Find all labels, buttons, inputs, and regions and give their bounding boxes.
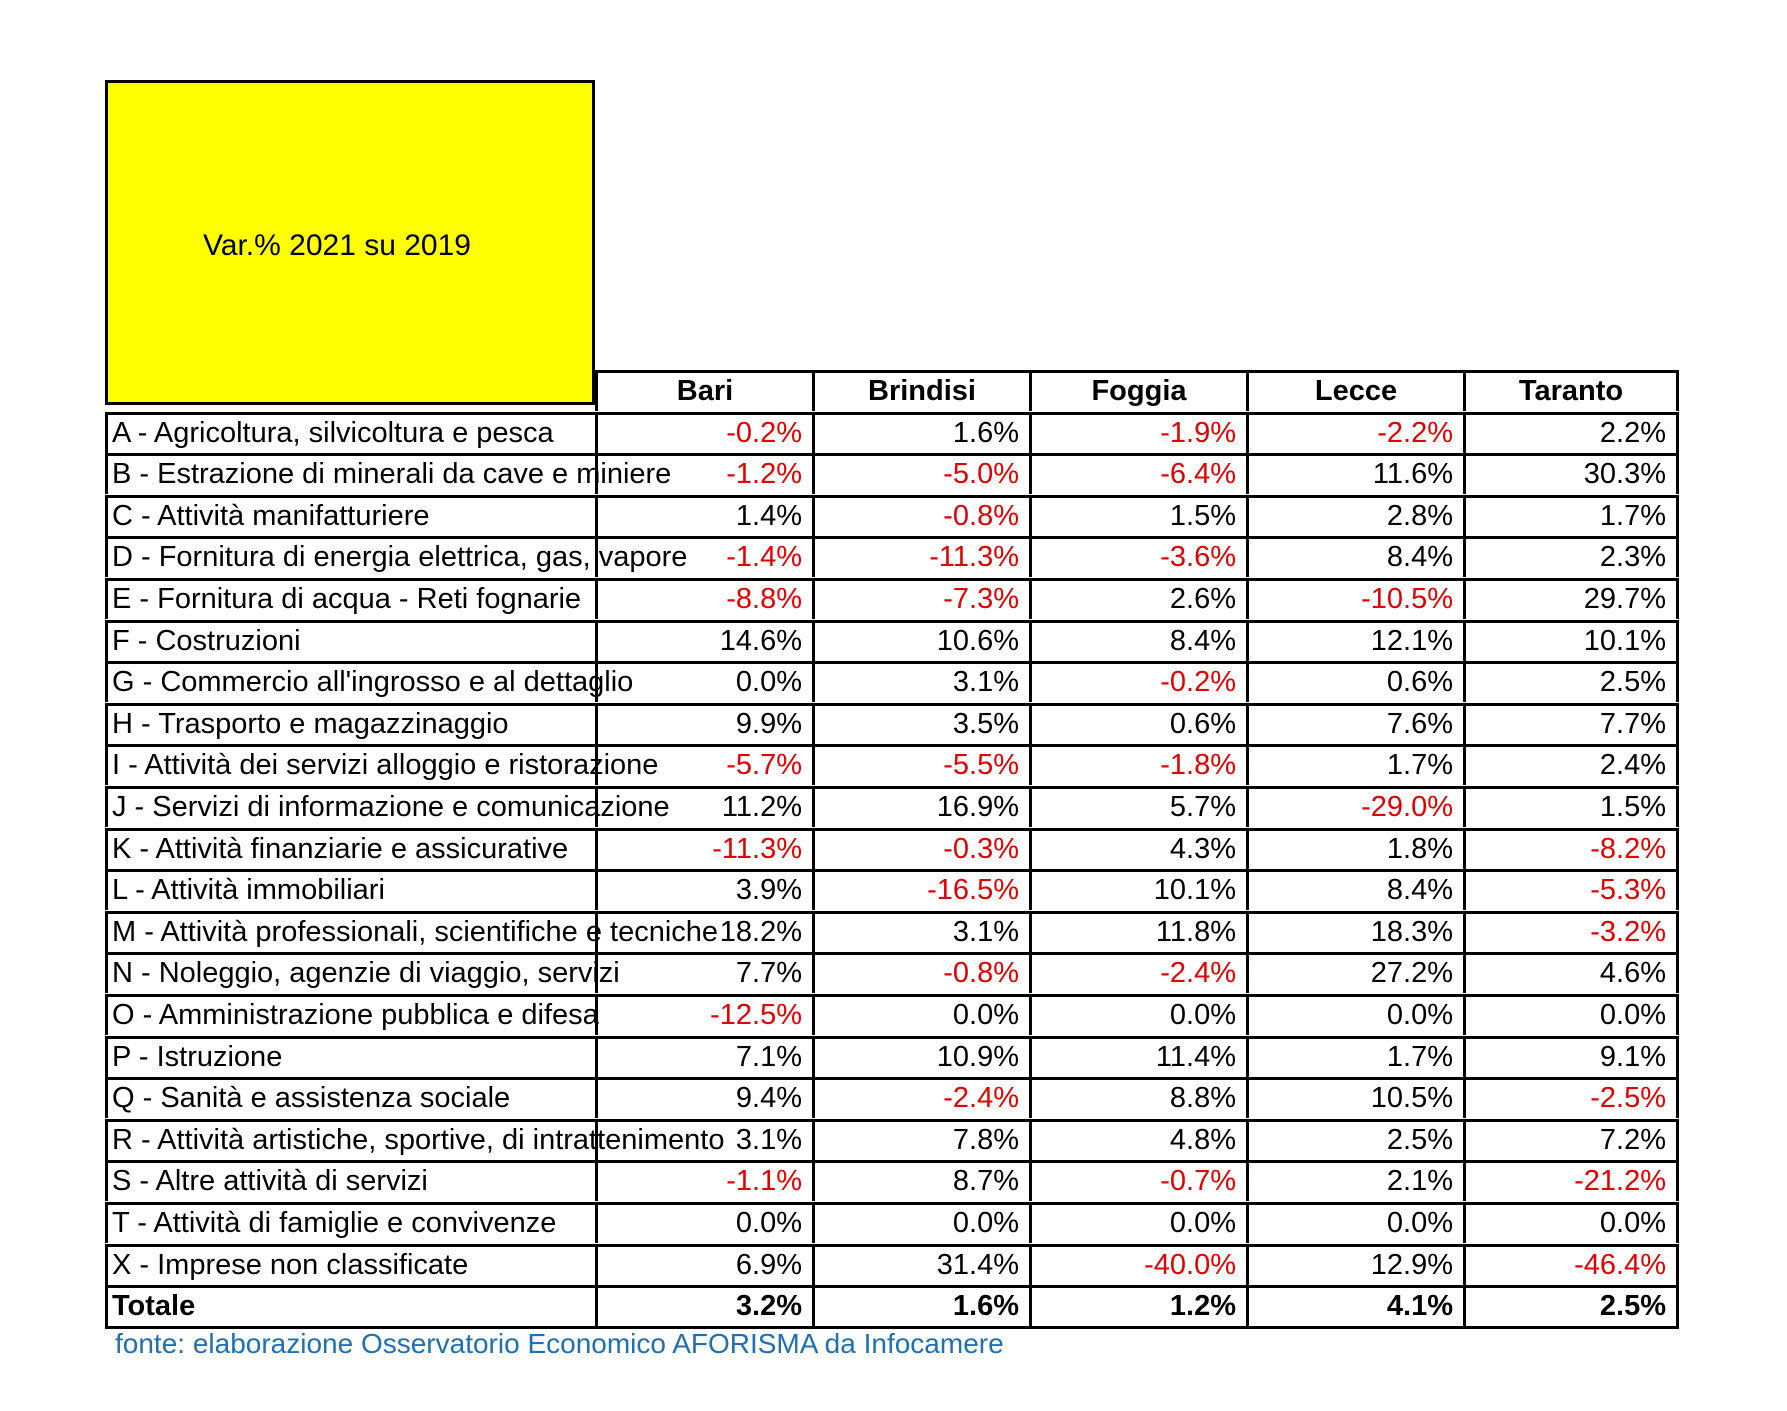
value-cell-bari: 7.1% (595, 1036, 812, 1077)
value-cell-brindisi: 10.6% (812, 620, 1029, 661)
value-cell-lecce: 1.8% (1246, 828, 1463, 869)
value-cell-taranto: 2.4% (1463, 744, 1679, 785)
value-cell-foggia: -3.6% (1029, 536, 1246, 577)
value-cell-brindisi: 0.0% (812, 994, 1029, 1035)
value-cell-foggia: 0.0% (1029, 994, 1246, 1035)
value-cell-foggia: 2.6% (1029, 578, 1246, 619)
value-cell-bari: 1.4% (595, 495, 812, 536)
value-cell-foggia: 5.7% (1029, 786, 1246, 827)
table-row (105, 703, 1675, 744)
row-label: B - Estrazione di minerali da cave e miniere (105, 453, 595, 494)
value-cell-taranto: 1.7% (1463, 495, 1679, 536)
value-cell-lecce: -10.5% (1246, 578, 1463, 619)
value-cell-lecce: 0.6% (1246, 661, 1463, 702)
value-cell-bari: -11.3% (595, 828, 812, 869)
value-cell-foggia: 1.5% (1029, 495, 1246, 536)
table-row (105, 495, 1675, 536)
value-cell-lecce: 18.3% (1246, 911, 1463, 952)
value-cell-bari: -1.2% (595, 453, 812, 494)
value-cell-brindisi: -7.3% (812, 578, 1029, 619)
row-label: D - Fornitura di energia elettrica, gas, vapore (105, 536, 595, 577)
table-row (105, 994, 1675, 1035)
value-cell-taranto: 2.3% (1463, 536, 1679, 577)
value-cell-bari: -8.8% (595, 578, 812, 619)
header-row (105, 370, 1675, 411)
row-label: H - Trasporto e magazzinaggio (105, 703, 595, 744)
row-label: E - Fornitura di acqua - Reti fognarie (105, 578, 595, 619)
value-cell-taranto: 7.2% (1463, 1119, 1679, 1160)
value-cell-lecce: 2.1% (1246, 1160, 1463, 1201)
value-cell-brindisi: -2.4% (812, 1077, 1029, 1118)
value-cell-lecce: -29.0% (1246, 786, 1463, 827)
table-row (105, 661, 1675, 702)
row-label: Q - Sanità e assistenza sociale (105, 1077, 595, 1118)
row-label: A - Agricoltura, silvicoltura e pesca (105, 412, 595, 453)
table-row (105, 952, 1675, 993)
table-row (105, 786, 1675, 827)
table-row (105, 1036, 1675, 1077)
row-label: Totale (105, 1285, 595, 1326)
value-cell-brindisi: 1.6% (812, 1285, 1029, 1326)
table-row (105, 911, 1675, 952)
row-label: I - Attività dei servizi alloggio e ristorazione (105, 744, 595, 785)
table-row (105, 536, 1675, 577)
row-label: L - Attività immobiliari (105, 869, 595, 910)
value-cell-bari: -1.4% (595, 536, 812, 577)
value-cell-taranto: 0.0% (1463, 994, 1679, 1035)
column-header-bari: Bari (595, 370, 812, 411)
value-cell-lecce: 27.2% (1246, 952, 1463, 993)
value-cell-taranto: 2.2% (1463, 412, 1679, 453)
table-row (105, 412, 1675, 453)
value-cell-foggia: 0.6% (1029, 703, 1246, 744)
value-cell-lecce: 0.0% (1246, 1202, 1463, 1243)
value-cell-brindisi: 3.5% (812, 703, 1029, 744)
value-cell-taranto: 2.5% (1463, 1285, 1679, 1326)
value-cell-brindisi: 3.1% (812, 661, 1029, 702)
value-cell-foggia: 4.8% (1029, 1119, 1246, 1160)
value-cell-taranto: 2.5% (1463, 661, 1679, 702)
table-row (105, 578, 1675, 619)
value-cell-foggia: -0.7% (1029, 1160, 1246, 1201)
row-label: G - Commercio all'ingrosso e al dettaglio (105, 661, 595, 702)
value-cell-lecce: 0.0% (1246, 994, 1463, 1035)
value-cell-lecce: 8.4% (1246, 536, 1463, 577)
value-cell-bari: 0.0% (595, 661, 812, 702)
row-label: N - Noleggio, agenzie di viaggio, servizi (105, 952, 595, 993)
value-cell-taranto: 30.3% (1463, 453, 1679, 494)
value-cell-brindisi: 31.4% (812, 1244, 1029, 1285)
value-cell-taranto: 9.1% (1463, 1036, 1679, 1077)
row-label: F - Costruzioni (105, 620, 595, 661)
table-row (105, 744, 1675, 785)
value-cell-foggia: -0.2% (1029, 661, 1246, 702)
value-cell-brindisi: 0.0% (812, 1202, 1029, 1243)
row-label: P - Istruzione (105, 1036, 595, 1077)
value-cell-foggia: 11.4% (1029, 1036, 1246, 1077)
table-row (105, 869, 1675, 910)
value-cell-foggia: 4.3% (1029, 828, 1246, 869)
value-cell-lecce: 12.1% (1246, 620, 1463, 661)
title-box (105, 80, 595, 405)
column-header-foggia: Foggia (1029, 370, 1246, 411)
row-label: T - Attività di famiglie e convivenze (105, 1202, 595, 1243)
value-cell-foggia: -1.8% (1029, 744, 1246, 785)
value-cell-foggia: -1.9% (1029, 412, 1246, 453)
value-cell-brindisi: 1.6% (812, 412, 1029, 453)
value-cell-bari: -5.7% (595, 744, 812, 785)
value-cell-foggia: 10.1% (1029, 869, 1246, 910)
value-cell-bari: 9.9% (595, 703, 812, 744)
value-cell-foggia: -6.4% (1029, 453, 1246, 494)
table-title: Var.% 2021 su 2019 (203, 229, 471, 262)
value-cell-brindisi: -0.3% (812, 828, 1029, 869)
value-cell-bari: 18.2% (595, 911, 812, 952)
total-row (105, 1285, 1675, 1326)
value-cell-taranto: -5.3% (1463, 869, 1679, 910)
value-cell-foggia: 0.0% (1029, 1202, 1246, 1243)
value-cell-bari: 6.9% (595, 1244, 812, 1285)
table-row (105, 453, 1675, 494)
column-header-brindisi: Brindisi (812, 370, 1029, 411)
value-cell-bari: 3.2% (595, 1285, 812, 1326)
table-row (105, 1160, 1675, 1201)
value-cell-lecce: 12.9% (1246, 1244, 1463, 1285)
value-cell-taranto: 10.1% (1463, 620, 1679, 661)
row-label: O - Amministrazione pubblica e difesa (105, 994, 595, 1035)
row-label: X - Imprese non classificate (105, 1244, 595, 1285)
value-cell-lecce: 8.4% (1246, 869, 1463, 910)
value-cell-bari: 7.7% (595, 952, 812, 993)
value-cell-foggia: 8.8% (1029, 1077, 1246, 1118)
value-cell-brindisi: -0.8% (812, 495, 1029, 536)
value-cell-foggia: -40.0% (1029, 1244, 1246, 1285)
value-cell-taranto: -21.2% (1463, 1160, 1679, 1201)
value-cell-taranto: -3.2% (1463, 911, 1679, 952)
value-cell-foggia: 11.8% (1029, 911, 1246, 952)
row-label: R - Attività artistiche, sportive, di intrattenimento (105, 1119, 595, 1160)
table-row (105, 1119, 1675, 1160)
value-cell-taranto: 7.7% (1463, 703, 1679, 744)
value-cell-brindisi: 7.8% (812, 1119, 1029, 1160)
value-cell-bari: -1.1% (595, 1160, 812, 1201)
value-cell-bari: -0.2% (595, 412, 812, 453)
table-row (105, 1244, 1675, 1285)
value-cell-brindisi: -11.3% (812, 536, 1029, 577)
value-cell-lecce: 4.1% (1246, 1285, 1463, 1326)
value-cell-lecce: 7.6% (1246, 703, 1463, 744)
value-cell-taranto: 29.7% (1463, 578, 1679, 619)
value-cell-lecce: 11.6% (1246, 453, 1463, 494)
value-cell-bari: 3.1% (595, 1119, 812, 1160)
table-row (105, 1077, 1675, 1118)
value-cell-brindisi: -0.8% (812, 952, 1029, 993)
value-cell-taranto: -46.4% (1463, 1244, 1679, 1285)
value-cell-brindisi: 3.1% (812, 911, 1029, 952)
value-cell-bari: 11.2% (595, 786, 812, 827)
value-cell-lecce: 1.7% (1246, 744, 1463, 785)
value-cell-bari: 3.9% (595, 869, 812, 910)
value-cell-lecce: 2.8% (1246, 495, 1463, 536)
value-cell-brindisi: -5.0% (812, 453, 1029, 494)
row-label: S - Altre attività di servizi (105, 1160, 595, 1201)
table-row (105, 828, 1675, 869)
row-label: K - Attività finanziarie e assicurative (105, 828, 595, 869)
column-header-taranto: Taranto (1463, 370, 1679, 411)
value-cell-foggia: 1.2% (1029, 1285, 1246, 1326)
value-cell-bari: -12.5% (595, 994, 812, 1035)
value-cell-lecce: -2.2% (1246, 412, 1463, 453)
value-cell-taranto: 0.0% (1463, 1202, 1679, 1243)
source-note: fonte: elaborazione Osservatorio Economico AFORISMA da Infocamere (115, 1328, 1004, 1359)
value-cell-taranto: -8.2% (1463, 828, 1679, 869)
value-cell-brindisi: 16.9% (812, 786, 1029, 827)
row-label: M - Attività professionali, scientifiche e tecniche (105, 911, 595, 952)
value-cell-bari: 14.6% (595, 620, 812, 661)
value-cell-brindisi: 10.9% (812, 1036, 1029, 1077)
row-label: C - Attività manifatturiere (105, 495, 595, 536)
value-cell-bari: 9.4% (595, 1077, 812, 1118)
value-cell-taranto: 4.6% (1463, 952, 1679, 993)
value-cell-foggia: 8.4% (1029, 620, 1246, 661)
value-cell-taranto: 1.5% (1463, 786, 1679, 827)
table-row (105, 620, 1675, 661)
table-row (105, 1202, 1675, 1243)
column-header-lecce: Lecce (1246, 370, 1463, 411)
value-cell-brindisi: -5.5% (812, 744, 1029, 785)
value-cell-lecce: 1.7% (1246, 1036, 1463, 1077)
value-cell-taranto: -2.5% (1463, 1077, 1679, 1118)
value-cell-brindisi: -16.5% (812, 869, 1029, 910)
row-label: J - Servizi di informazione e comunicazione (105, 786, 595, 827)
value-cell-lecce: 2.5% (1246, 1119, 1463, 1160)
value-cell-brindisi: 8.7% (812, 1160, 1029, 1201)
value-cell-bari: 0.0% (595, 1202, 812, 1243)
value-cell-lecce: 10.5% (1246, 1077, 1463, 1118)
value-cell-foggia: -2.4% (1029, 952, 1246, 993)
